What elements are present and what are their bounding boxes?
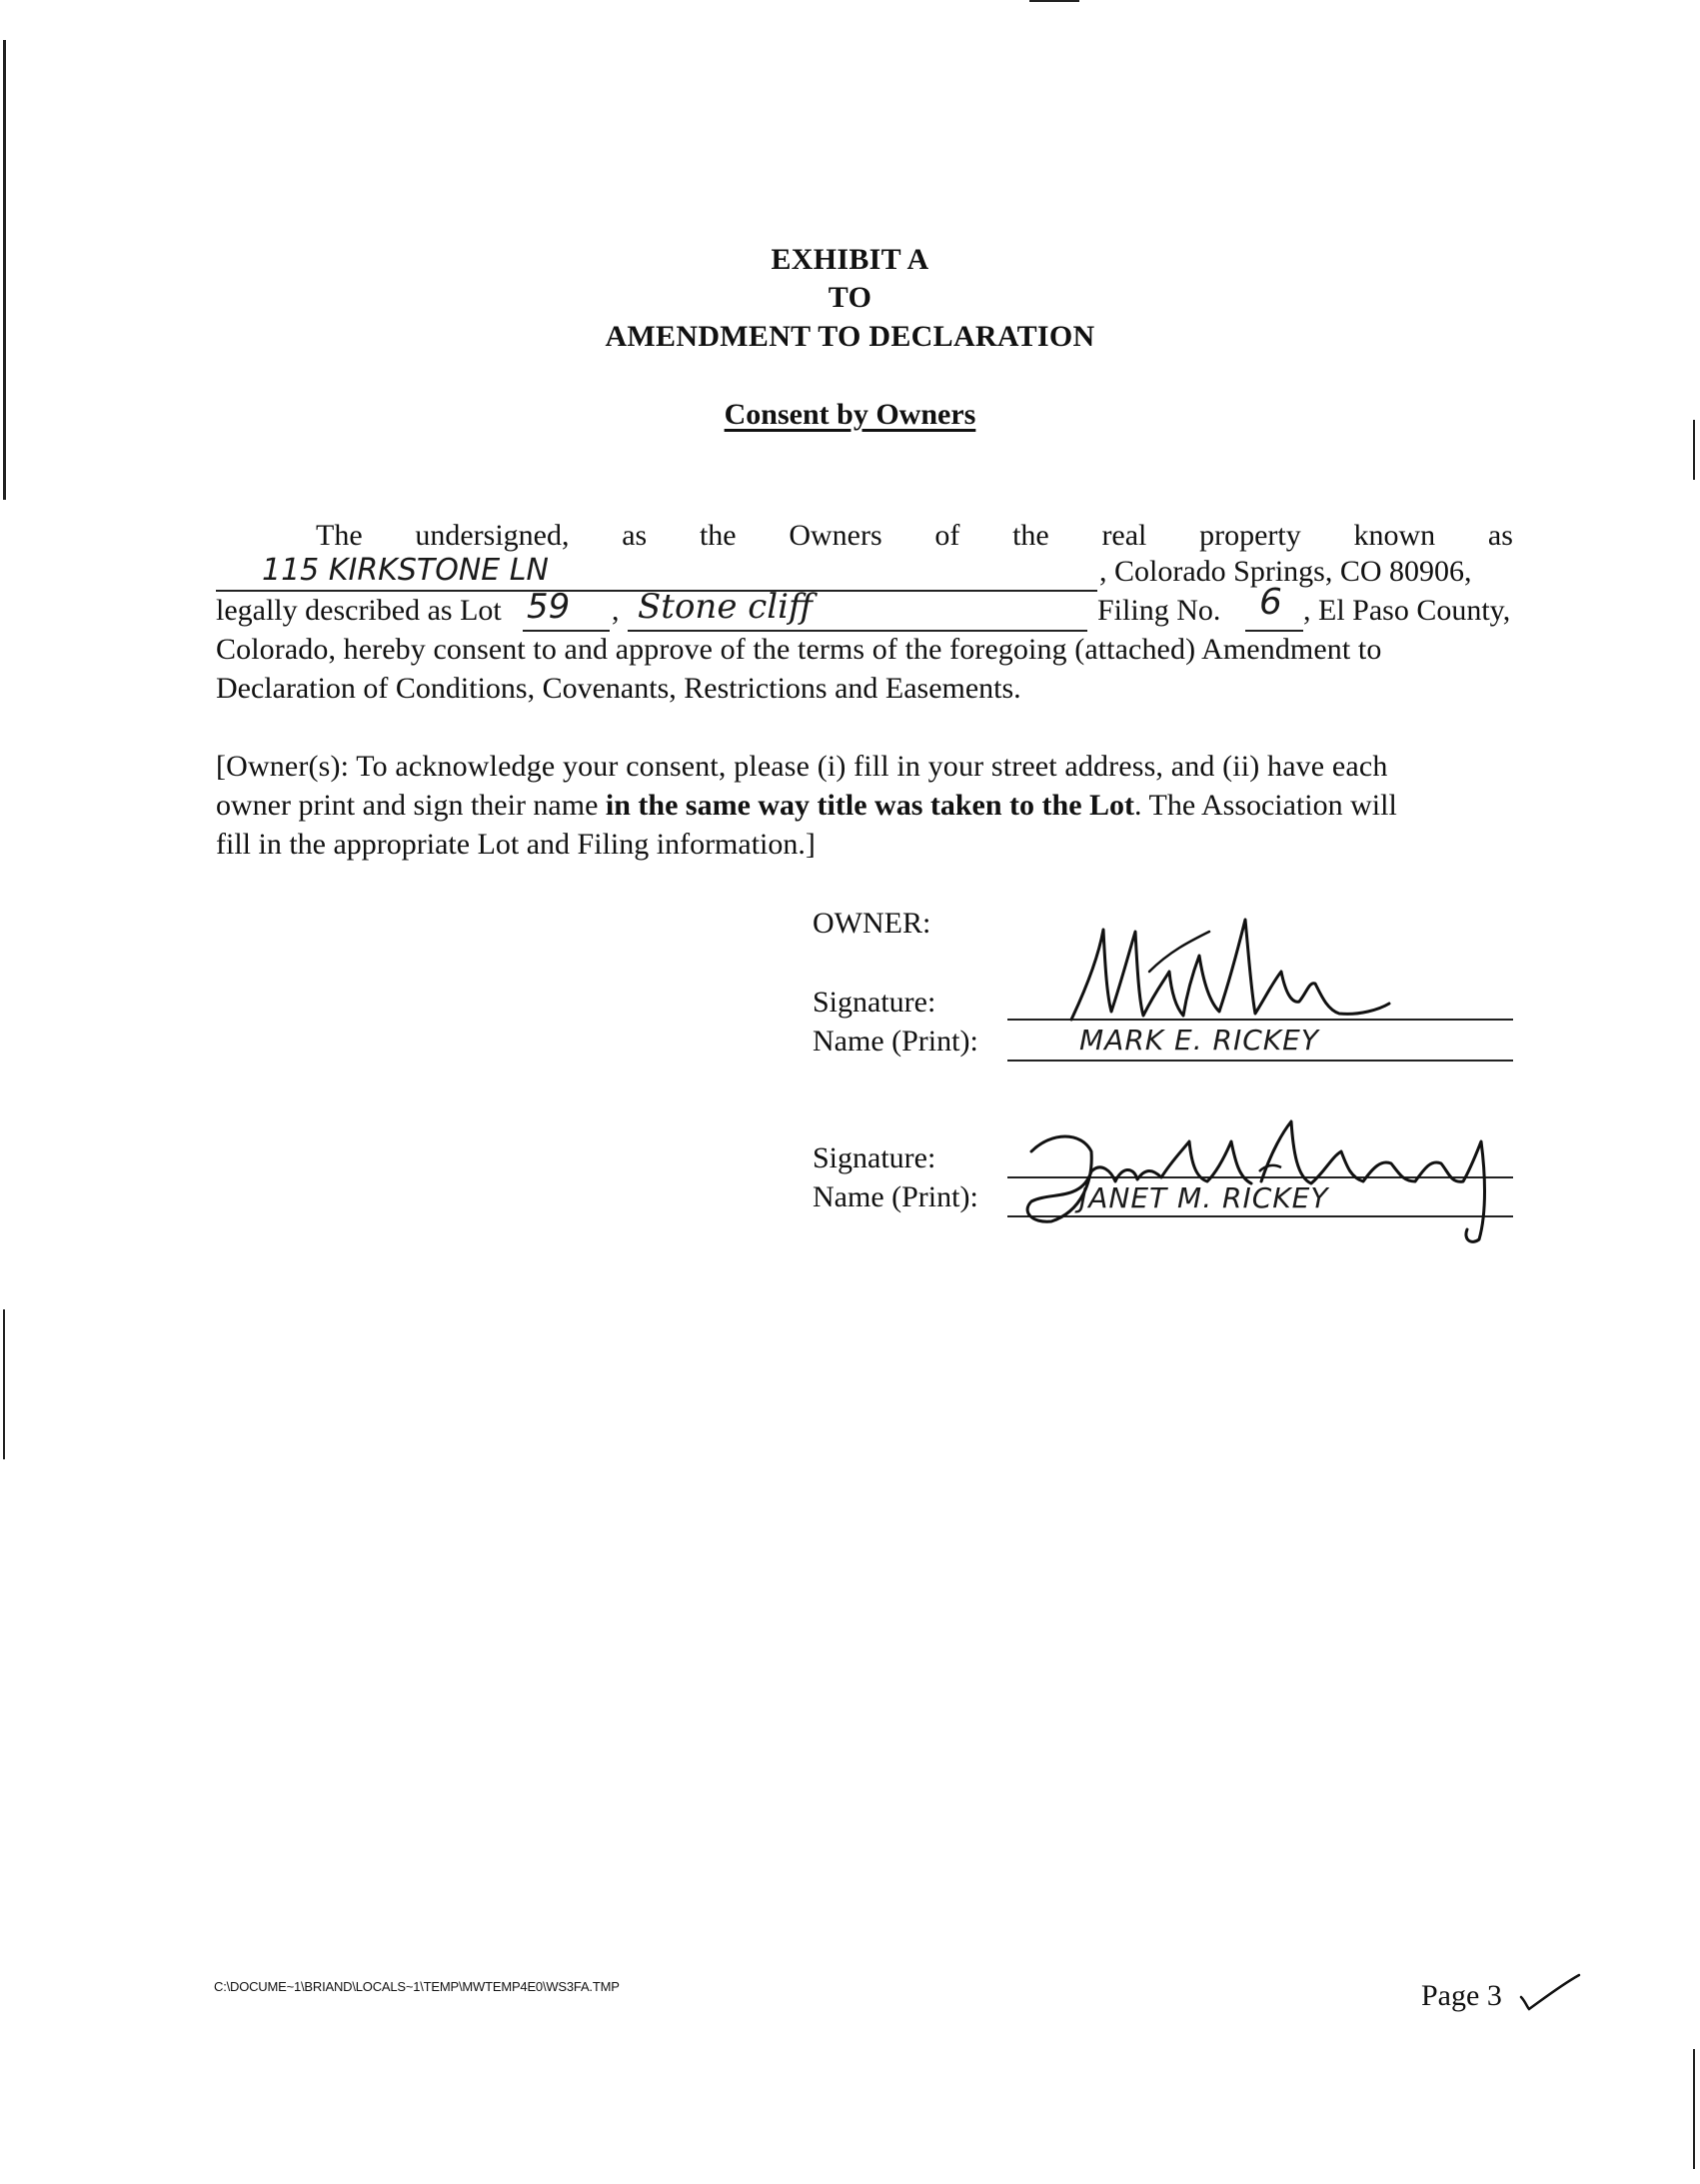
lot-comma: ,: [612, 594, 620, 627]
owner-1-printed-name: MARK E. RICKEY: [1079, 1024, 1319, 1057]
word: The: [316, 519, 363, 552]
signature-label-1: Signature:: [813, 986, 936, 1019]
city-state-zip: , Colorado Springs, CO 80906,: [1099, 555, 1472, 588]
word: the: [699, 519, 737, 552]
checkmark-icon: [1517, 1971, 1583, 2013]
instructions-emphasis: in the same way title was taken to the Lot: [605, 789, 1135, 822]
body-line-1: [316, 516, 1513, 555]
body-line-3: Colorado, hereby consent to and approve of the terms of the foregoing (attached) Amendment to: [216, 633, 1382, 666]
instructions-line-3: fill in the appropriate Lot and Filing information.]: [216, 828, 816, 861]
name-print-line-1[interactable]: [1007, 1060, 1513, 1062]
word: real: [1101, 519, 1147, 552]
consent-subtitle: [0, 398, 1700, 432]
word: of: [934, 519, 960, 552]
instructions-line-2: [216, 789, 1397, 823]
amendment-title: AMENDMENT TO DECLARATION: [605, 320, 1095, 353]
handwritten-filing: 6: [1259, 582, 1282, 623]
handwritten-address: 115 KIRKSTONE LN: [262, 553, 549, 588]
instructions-line-2-pre: owner print and sign their name: [216, 789, 606, 822]
handwritten-lot: 59: [527, 587, 571, 627]
instructions-line-1: [Owner(s): To acknowledge your consent, please (i) fill in your street address, and (ii) have each: [216, 750, 1388, 783]
exhibit-to: TO: [828, 281, 872, 314]
county: , El Paso County,: [1303, 594, 1511, 627]
scan-edge-top: [1029, 0, 1079, 2]
exhibit-title: EXHIBIT A: [771, 243, 929, 276]
handwritten-subdivision: Stone cliff: [638, 587, 814, 627]
file-path: C:\DOCUME~1\BRIAND\LOCALS~1\TEMP\MWTEMP4E0\WS3FA.TMP: [214, 1979, 620, 1994]
filing-label: Filing No.: [1097, 594, 1221, 627]
scan-edge-left-lower: [3, 1309, 5, 1459]
word: Owners: [789, 519, 882, 552]
page-number: Page 3: [1421, 1979, 1502, 2012]
word: the: [1012, 519, 1049, 552]
word: undersigned,: [415, 519, 570, 552]
instructions-line-2-post: . The Association will: [1134, 789, 1397, 822]
signature-label-2: Signature:: [813, 1141, 936, 1174]
owner-2-printed-name: JANET M. RICKEY: [1079, 1181, 1329, 1214]
name-print-label-1: Name (Print):: [813, 1025, 978, 1058]
word: as: [622, 519, 648, 552]
owner-label: OWNER:: [813, 907, 931, 940]
legal-prefix: legally described as Lot: [216, 594, 502, 627]
word: known: [1353, 519, 1436, 552]
scan-edge-right-lower: [1693, 2049, 1695, 2169]
consent-subtitle-text: Consent by Owners: [724, 398, 976, 431]
word: property: [1199, 519, 1301, 552]
owner-1-signature: [1059, 912, 1419, 1032]
name-print-label-2: Name (Print):: [813, 1180, 978, 1213]
word: as: [1487, 519, 1513, 552]
body-line-4: Declaration of Conditions, Covenants, Restrictions and Easements.: [216, 672, 1021, 705]
owner-2-signature: [1011, 1111, 1511, 1251]
